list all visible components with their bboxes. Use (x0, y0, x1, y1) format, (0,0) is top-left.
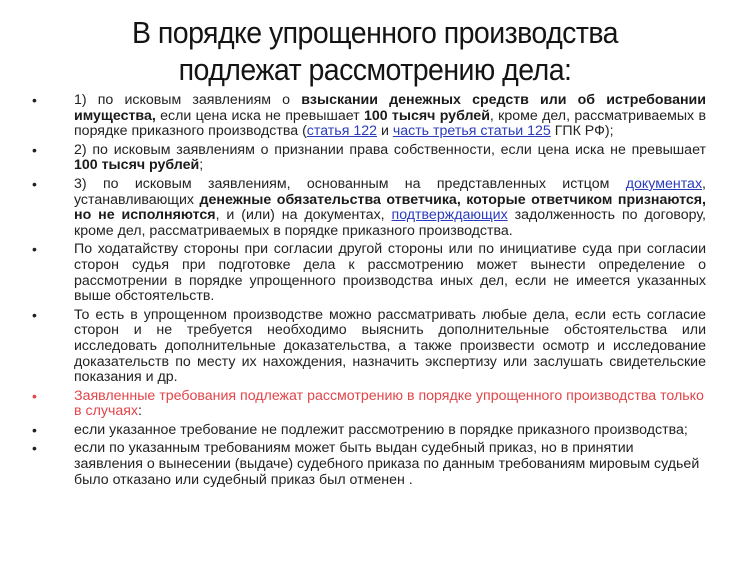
list-item-highlight: • Заявленные требования подлежат рассмотрению в порядке упрощенного производства только в случаях: (32, 387, 704, 420)
link-article-125-part-3[interactable]: часть третья статьи 125 (392, 123, 551, 140)
bullet-icon: • (32, 440, 37, 457)
title-line-2: подлежат рассмотрению дела: (178, 52, 572, 87)
bullet-list (30, 93, 706, 491)
bullet-icon: • (32, 92, 37, 108)
bold-text: взыскании денежных средств или об истребовании имущества, (74, 92, 706, 124)
title-line-1: В порядке упрощенного производства (132, 15, 618, 50)
slide-title (30, 14, 720, 88)
list-item: • 3) по исковым заявлениям, основанным на представленных истцом документах, устанавливающих денежные обязательства ответчика, которые ответчиком признаются, но не исполняются, и (или) на документах, подтверждающих задолженность по договору, кроме дел, рассматриваемых в порядке приказного производства. (32, 175, 706, 239)
bullet-icon: • (32, 141, 37, 158)
link-documents[interactable]: документах (625, 175, 703, 192)
bullet-icon: • (32, 175, 37, 192)
bullet-icon: • (32, 306, 37, 323)
list-item: • 1) по исковым заявлениям о взыскании денежных средств или об истребовании имущества, если цена иска не превышает 100 тысяч рублей, кроме дел, рассматриваемых в порядке приказного производства (статья 122 и часть третья статьи 125 ГПК РФ); (32, 92, 706, 140)
bold-text: 100 тысяч рублей (363, 107, 490, 124)
list-item: • 2) по исковым заявлениям о признании права собственности, если цена иска не превышает 100 тысяч рублей; (32, 141, 706, 174)
bullet-icon: • (32, 241, 37, 258)
link-article-122[interactable]: статья 122 (306, 123, 377, 140)
bold-text: 100 тысяч рублей (74, 157, 200, 174)
list-item: • То есть в упрощенном производстве можно рассматривать любые дела, если есть согласие сторон и не требуется необходимо выяснить дополнительные обстоятельства или исследовать дополнительные доказательства, а также произвести осмотр и исследование доказательств по месту их нахождения, назначить экспертизу или заслушать свидетельские показания и др. (32, 306, 706, 386)
link-confirming[interactable]: подтверждающих (391, 207, 508, 224)
bullet-icon: • (32, 421, 37, 438)
list-item: • По ходатайству стороны при согласии другой стороны или по инициативе суда при согласии сторон судья при подготовке дела к рассмотрению может вынести определение о рассмотрении в порядке упрощенного производства иных дел, если не имеется указанных выше обстоятельств. (32, 241, 706, 305)
bold-text: денежные обязательства ответчика, которые ответчиком признаются, но не исполняются (74, 191, 706, 224)
bullet-icon: • (32, 387, 37, 404)
list-item: • если указанное требование не подлежит рассмотрению в порядке приказного производства; (32, 421, 688, 438)
list-item: • если по указанным требованиям может быть выдан судебный приказ, но в принятии заявления о вынесении (выдаче) судебного приказа по данным требованиям мировым судьей было отказано или судебный приказ был отменен . (32, 440, 700, 488)
